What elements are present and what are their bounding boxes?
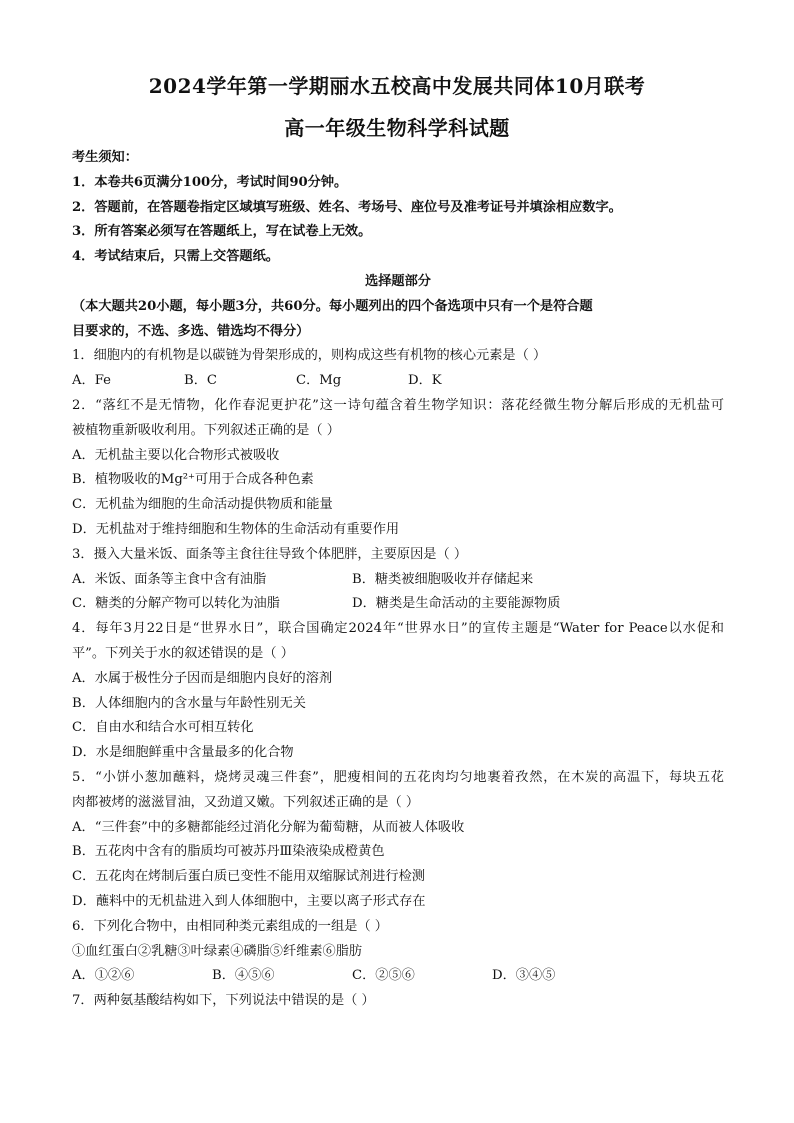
question-4-option-c: C．自由水和结合水可相互转化 (72, 720, 254, 736)
question-6-compound-list: ①血红蛋白②乳糖③叶绿素④磷脂⑤纤维素⑥脂肪 (72, 943, 363, 959)
question-1-options (72, 369, 724, 394)
question-5-option-d: D．蘸料中的无机盐进入到人体细胞中，主要以离子形式存在 (72, 893, 426, 909)
question-3-stem: 3．摄入大量米饭、面条等主食往往导致个体肥胖，主要原因是（ ） (72, 546, 468, 562)
question-6-option-a: A．①②⑥ (72, 968, 135, 984)
question-3-option-a: A．米饭、面条等主食中含有油脂 (72, 571, 267, 587)
question-5-stem-line2: 肉都被烤的滋滋冒油，又劲道又嫩。下列叙述正确的是（ ） (72, 794, 420, 810)
question-2-option-a: A．无机盐主要以化合物形式被吸收 (72, 447, 280, 463)
question-2-stem-line1: 2．“落红不是无情物，化作春泥更护花”这一诗句蕴含着生物学知识：落花经微生物分解后形成的无机盐可 (72, 397, 724, 413)
question-4-stem-line1: 4．每年3月22日是“世界水日”，联合国确定2024年“世界水日”的宣传主题是“Water for Peace以水促和 (72, 621, 724, 637)
question-1-stem: 1．细胞内的有机物是以碳链为骨架形成的，则构成这些有机物的核心元素是（ ） (72, 348, 547, 364)
section-instruction-line1: （本大题共20小题，每小题3分，共60分。每小题列出的四个备选项中只有一个是符合题 (72, 298, 593, 314)
question-3-option-d: D．糖类是生命活动的主要能源物质 (352, 596, 561, 612)
question-4-option-b: B．人体细胞内的含水量与年龄性别无关 (72, 695, 306, 711)
question-6-stem: 6．下列化合物中，由相同种类元素组成的一组是（ ） (72, 918, 388, 934)
question-3-option-c: C．糖类的分解产物可以转化为油脂 (72, 596, 280, 612)
question-1-option-c: C．Mg (296, 373, 342, 389)
notice-item-3: 3．所有答案必须写在答题纸上，写在试卷上无效。 (72, 224, 372, 240)
notice-item-2: 2．答题前，在答题卷指定区域填写班级、姓名、考场号、座位号及准考证号并填涂相应数字。 (72, 199, 622, 215)
question-6-option-c: C．②⑤⑥ (352, 968, 415, 984)
question-5-option-c: C．五花肉在烤制后蛋白质已变性不能用双缩脲试剂进行检测 (72, 869, 425, 885)
question-6-options (72, 964, 724, 989)
question-6-option-b: B．④⑤⑥ (212, 968, 275, 984)
question-1-option-d: D．K (408, 373, 442, 389)
question-2-stem-line2: 被植物重新吸收利用。下列叙述正确的是（ ） (72, 422, 340, 438)
question-6-option-d: D．③④⑤ (492, 968, 556, 984)
question-4-option-a: A．水属于极性分子因而是细胞内良好的溶剂 (72, 670, 333, 686)
question-3-options-row2 (72, 592, 724, 617)
section-instruction-line2: 目要求的，不选、多选、错选均不得分） (72, 323, 310, 339)
question-1-option-b: B．C (184, 373, 217, 389)
question-2-option-d: D．无机盐对于维持细胞和生物体的生命活动有重要作用 (72, 521, 400, 537)
question-3-option-b: B．糖类被细胞吸收并存储起来 (352, 571, 534, 587)
notice-heading: 考生须知： (72, 150, 138, 165)
question-3-options-row1 (72, 568, 724, 593)
question-4-stem-line2: 平”。下列关于水的叙述错误的是（ ） (72, 645, 294, 661)
question-7-stem: 7．两种氨基酸结构如下，下列说法中错误的是（ ） (72, 993, 375, 1009)
notice-item-4: 4．考试结束后，只需上交答题纸。 (72, 249, 279, 265)
exam-title: 2024学年第一学期丽水五校高中发展共同体10月联考 (148, 74, 646, 98)
question-2-option-b: B．植物吸收的Mg²⁺可用于合成各种色素 (72, 472, 314, 488)
question-1-option-a: A．Fe (72, 373, 111, 389)
section-title: 选择题部分 (365, 273, 431, 289)
question-2-option-c: C．无机盐为细胞的生命活动提供物质和能量 (72, 497, 333, 513)
question-5-option-a: A．“三件套”中的多糖都能经过消化分解为葡萄糖，从而被人体吸收 (72, 819, 465, 835)
question-4-option-d: D．水是细胞鲜重中含量最多的化合物 (72, 745, 294, 761)
question-5-option-b: B．五花肉中含有的脂质均可被苏丹Ⅲ染液染成橙黄色 (72, 844, 385, 860)
question-5-stem-line1: 5．“小饼小葱加蘸料，烧烤灵魂三件套”，肥瘦相间的五花肉均匀地裹着孜然，在木炭的高温下，每块五花 (72, 769, 724, 785)
notice-item-1: 1．本卷共6页满分100分，考试时间90分钟。 (72, 174, 348, 190)
exam-subtitle: 高一年级生物科学科试题 (284, 116, 510, 140)
exam-content (72, 146, 724, 1014)
